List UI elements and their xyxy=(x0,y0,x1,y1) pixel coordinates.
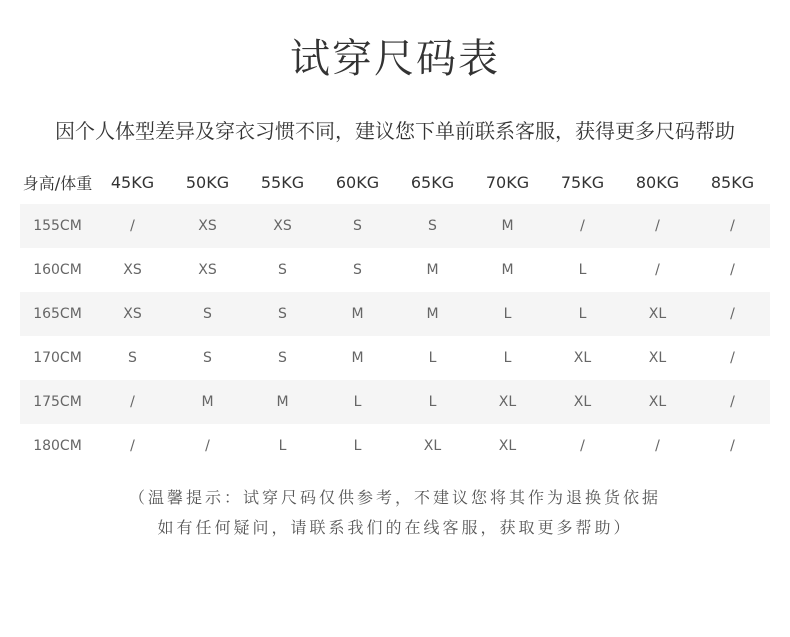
size-cell: S xyxy=(395,204,470,248)
size-cell: XS xyxy=(245,204,320,248)
size-cell: S xyxy=(353,262,362,278)
header-weight: 55KG xyxy=(260,172,305,192)
size-cell: M xyxy=(351,350,364,366)
size-cell: M xyxy=(245,380,320,424)
header-weight: 50KG xyxy=(185,172,230,192)
size-cell: L xyxy=(545,292,620,336)
header-weight: 75KG xyxy=(560,172,605,192)
size-cell: XL xyxy=(470,380,545,424)
height-cell: 165CM xyxy=(20,292,95,336)
size-cell: / xyxy=(695,292,770,336)
page-subtitle: 因个人体型差异及穿衣习惯不同，建议您下单前联系客服，获得更多尺码帮助 xyxy=(55,119,735,143)
tip-note-line-2: 如有任何疑问，请联系我们的在线客服，获取更多帮助） xyxy=(157,518,633,537)
header-height-weight: 身高/体重 xyxy=(22,173,93,193)
size-cell: M xyxy=(170,380,245,424)
size-cell: / xyxy=(655,262,660,278)
size-cell: L xyxy=(470,292,545,336)
header-weight: 80KG xyxy=(635,172,680,192)
size-cell: XL xyxy=(620,292,695,336)
size-cell: L xyxy=(395,380,470,424)
size-cell: / xyxy=(580,438,585,454)
table-row xyxy=(20,204,770,248)
size-cell: XL xyxy=(498,438,517,454)
size-cell: / xyxy=(655,438,660,454)
size-cell: L xyxy=(578,262,587,278)
size-cell: / xyxy=(730,438,735,454)
size-cell: XS xyxy=(170,204,245,248)
size-cell: S xyxy=(203,350,212,366)
size-cell: L xyxy=(278,438,287,454)
size-cell: / xyxy=(95,380,170,424)
size-cell: XL xyxy=(545,380,620,424)
height-cell: 175CM xyxy=(20,380,95,424)
height-cell: 170CM xyxy=(33,350,82,366)
size-cell: / xyxy=(695,204,770,248)
header-weight: 65KG xyxy=(410,172,455,192)
size-cell: S xyxy=(320,204,395,248)
size-cell: / xyxy=(130,438,135,454)
size-cell: M xyxy=(470,204,545,248)
size-cell: S xyxy=(278,262,287,278)
size-cell: L xyxy=(353,438,362,454)
size-cell: XS xyxy=(198,262,217,278)
size-cell: L xyxy=(320,380,395,424)
size-cell: M xyxy=(426,262,439,278)
size-cell: S xyxy=(128,350,137,366)
table-row xyxy=(20,424,770,468)
size-cell: XS xyxy=(123,262,142,278)
header-weight: 70KG xyxy=(485,172,530,192)
size-cell: M xyxy=(395,292,470,336)
height-cell: 180CM xyxy=(33,438,82,454)
size-cell: XL xyxy=(573,350,592,366)
size-cell: S xyxy=(170,292,245,336)
size-cell: / xyxy=(205,438,210,454)
size-cell: XS xyxy=(95,292,170,336)
size-cell: / xyxy=(730,262,735,278)
header-weight: 60KG xyxy=(335,172,380,192)
size-cell: / xyxy=(95,204,170,248)
size-cell: XL xyxy=(620,380,695,424)
table-row xyxy=(20,336,770,380)
tip-note-line-1: （温馨提示：试穿尺码仅供参考，不建议您将其作为退换货依据 xyxy=(128,488,661,507)
size-cell: / xyxy=(620,204,695,248)
size-cell: M xyxy=(501,262,514,278)
size-cell: M xyxy=(320,292,395,336)
size-cell: S xyxy=(278,350,287,366)
size-cell: XL xyxy=(423,438,442,454)
table-row xyxy=(20,380,770,424)
header-weight: 45KG xyxy=(110,172,155,192)
page-title: 试穿尺码表 xyxy=(290,36,500,82)
size-cell: XL xyxy=(648,350,667,366)
size-cell: L xyxy=(428,350,437,366)
size-cell: / xyxy=(730,350,735,366)
size-cell: S xyxy=(245,292,320,336)
height-cell: 160CM xyxy=(33,262,82,278)
size-table xyxy=(20,160,770,468)
header-weight: 85KG xyxy=(710,172,755,192)
size-cell: / xyxy=(695,380,770,424)
table-header-row xyxy=(20,160,770,204)
size-cell: L xyxy=(503,350,512,366)
table-row xyxy=(20,248,770,292)
size-cell: / xyxy=(545,204,620,248)
table-row xyxy=(20,292,770,336)
height-cell: 155CM xyxy=(20,204,95,248)
